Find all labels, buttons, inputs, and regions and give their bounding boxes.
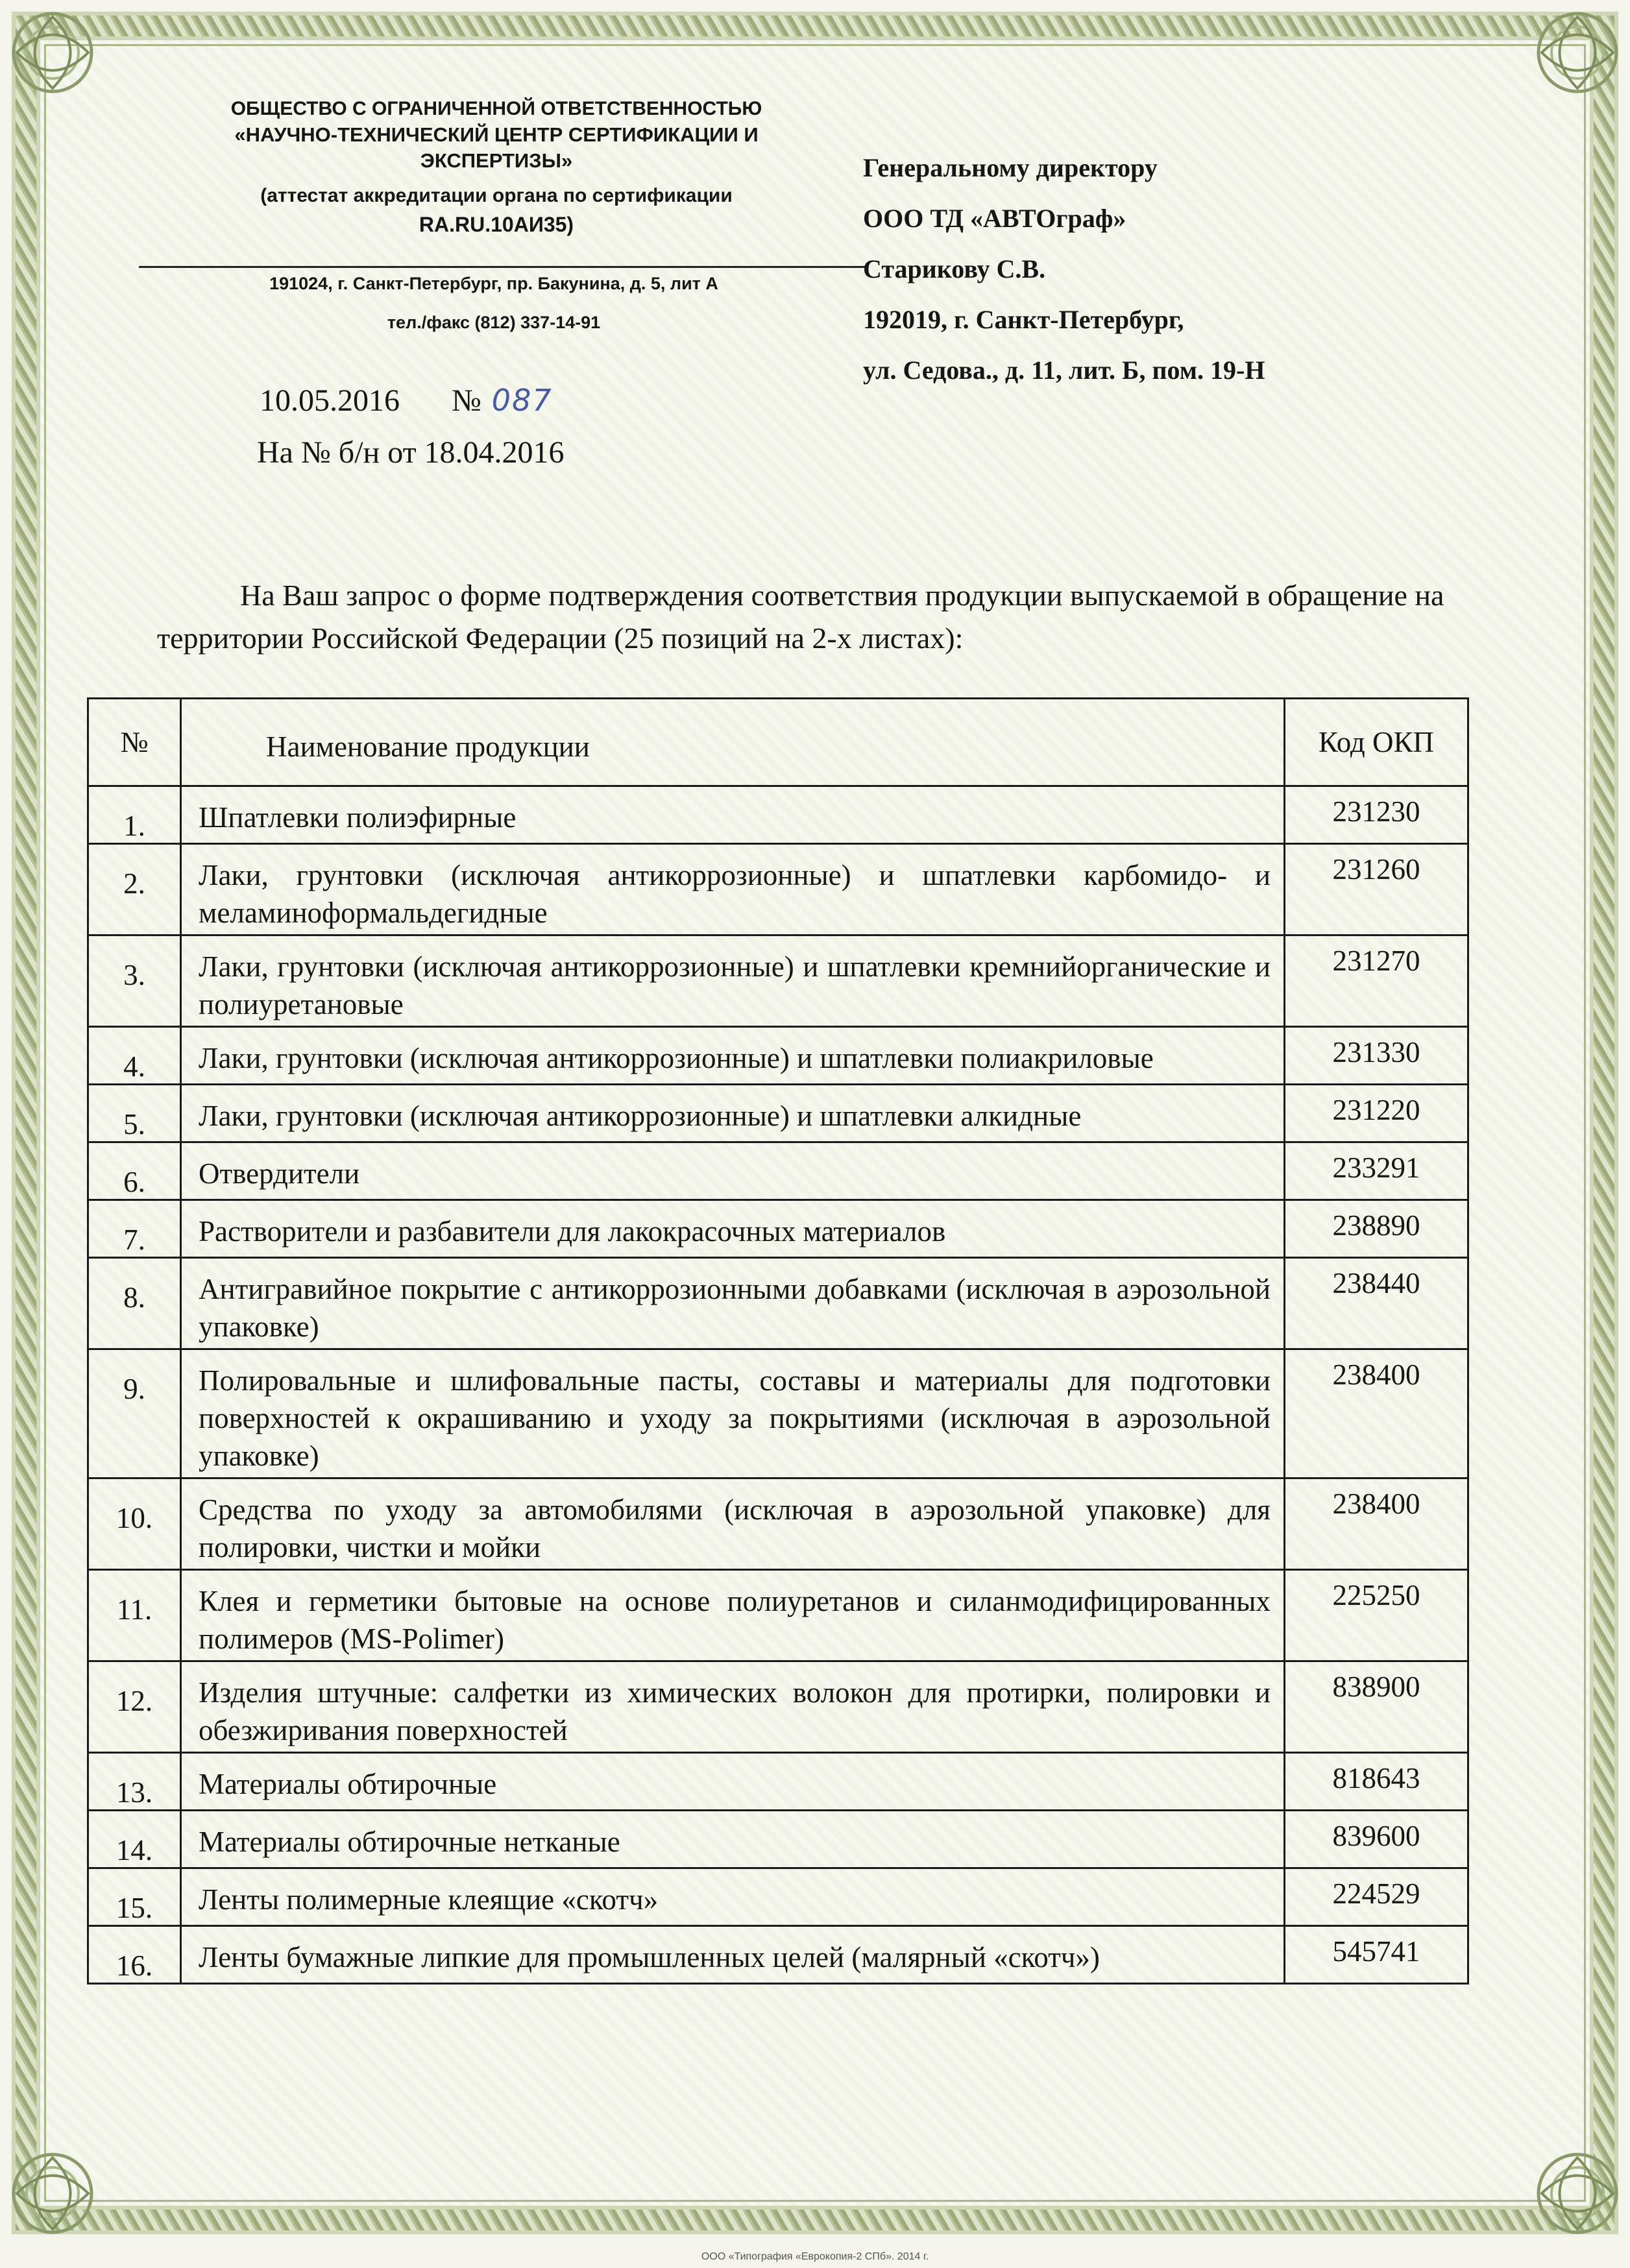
org-line: RA.RU.10АИ35): [419, 213, 574, 236]
table-row: [88, 1200, 1468, 1258]
row-num: 1.: [88, 786, 181, 844]
row-num: 13.: [88, 1753, 181, 1811]
table-row: [88, 935, 1468, 1027]
row-num: 2.: [88, 844, 181, 935]
recipient-line: ул. Седова., д. 11, лит. Б, пом. 19-Н: [863, 356, 1265, 385]
table-row: [88, 1868, 1468, 1926]
row-name: Шпатлевки полиэфирные: [181, 786, 1285, 844]
row-num: 15.: [88, 1868, 181, 1926]
registration-line: [260, 383, 553, 418]
row-num: 4.: [88, 1027, 181, 1085]
table-row: [88, 1753, 1468, 1811]
number-label: №: [452, 383, 481, 418]
row-code: 231230: [1285, 786, 1468, 844]
row-num: 10.: [88, 1478, 181, 1570]
header-num: №: [88, 699, 181, 786]
table-row: [88, 1085, 1468, 1142]
row-name: Клея и герметики бытовые на основе полиуретанов и силанмодифицированных полимеров (MS-Polimer): [181, 1570, 1285, 1661]
table-row: [88, 1570, 1468, 1661]
row-code: 838900: [1285, 1661, 1468, 1753]
recipient-block: [863, 143, 1512, 396]
letter-number-handwritten: 087: [491, 383, 553, 418]
row-name: Ленты полимерные клеящие «скотч»: [181, 1868, 1285, 1926]
organization-header: [123, 96, 870, 237]
row-code: 225250: [1285, 1570, 1468, 1661]
row-code: 233291: [1285, 1142, 1468, 1200]
row-code: 238890: [1285, 1200, 1468, 1258]
row-num: 8.: [88, 1258, 181, 1349]
org-line: (аттестат аккредитации органа по сертификации: [260, 185, 733, 206]
row-num: 5.: [88, 1085, 181, 1142]
row-name: Лаки, грунтовки (исключая антикоррозионные) и шпатлевки алкидные: [181, 1085, 1285, 1142]
table-row: [88, 844, 1468, 935]
recipient-line: ООО ТД «АВТОграф»: [863, 204, 1126, 233]
table-row: [88, 1478, 1468, 1570]
row-code: 231220: [1285, 1085, 1468, 1142]
recipient-line: 192019, г. Санкт-Петербург,: [863, 305, 1184, 334]
row-name: Отвердители: [181, 1142, 1285, 1200]
row-num: 12.: [88, 1661, 181, 1753]
row-code: 238400: [1285, 1349, 1468, 1478]
row-name: Лаки, грунтовки (исключая антикоррозионные) и шпатлевки карбомидо- и меламиноформальдегидные: [181, 844, 1285, 935]
row-num: 3.: [88, 935, 181, 1027]
org-line: ОБЩЕСТВО С ОГРАНИЧЕННОЙ ОТВЕТСТВЕННОСТЬЮ: [230, 98, 762, 119]
recipient-line: Старикову С.В.: [863, 254, 1046, 284]
row-code: 224529: [1285, 1868, 1468, 1926]
header-name: Наименование продукции: [181, 699, 1285, 786]
table-row: [88, 1926, 1468, 1984]
org-line: «НАУЧНО-ТЕХНИЧЕСКИЙ ЦЕНТР СЕРТИФИКАЦИИ И: [234, 123, 759, 146]
row-code: 818643: [1285, 1753, 1468, 1811]
reference-line: На № б/н от 18.04.2016: [257, 435, 565, 470]
recipient-line: Генеральному директору: [863, 153, 1158, 182]
row-name: Растворители и разбавители для лакокрасочных материалов: [181, 1200, 1285, 1258]
row-name: Лаки, грунтовки (исключая антикоррозионные) и шпатлевки полиакриловые: [181, 1027, 1285, 1085]
row-name: Полировальные и шлифовальные пасты, составы и материалы для подготовки поверхностей к окрашиванию и уходу за покрытиями (исключая в аэрозольной упаковке): [181, 1349, 1285, 1478]
printer-imprint: ООО «Типография «Еврокопия-2 СПб». 2014 г.: [701, 2251, 929, 2262]
org-phone: тел./факс (812) 337-14-91: [387, 313, 601, 332]
table-row: [88, 1258, 1468, 1349]
table-row: [88, 1811, 1468, 1868]
row-code: 238400: [1285, 1478, 1468, 1570]
table-body: [88, 786, 1468, 1984]
table-row: [88, 1027, 1468, 1085]
row-num: 16.: [88, 1926, 181, 1984]
row-num: 9.: [88, 1349, 181, 1478]
intro-paragraph: На Ваш запрос о форме подтверждения соответствия продукции выпускаемой в обращение на территории Российской Федерации (25 позиций на 2-х листах):: [157, 579, 1444, 655]
header-divider: [139, 266, 866, 268]
row-name: Материалы обтирочные нетканые: [181, 1811, 1285, 1868]
row-code: 231330: [1285, 1027, 1468, 1085]
row-name: Лаки, грунтовки (исключая антикоррозионные) и шпатлевки кремнийорганические и полиуретановые: [181, 935, 1285, 1027]
row-name: Средства по уходу за автомобилями (исключая в аэрозольной упаковке) для полировки, чистки и мойки: [181, 1478, 1285, 1570]
letter-page: [71, 71, 1557, 2186]
header-code: Код ОКП: [1285, 699, 1468, 786]
row-num: 7.: [88, 1200, 181, 1258]
row-code: 545741: [1285, 1926, 1468, 1984]
row-name: Изделия штучные: салфетки из химических волокон для протирки, полировки и обезжиривания поверхностей: [181, 1661, 1285, 1753]
row-num: 6.: [88, 1142, 181, 1200]
table-header-row: [88, 699, 1468, 786]
row-name: Антигравийное покрытие с антикоррозионными добавками (исключая в аэрозольной упаковке): [181, 1258, 1285, 1349]
row-num: 11.: [88, 1570, 181, 1661]
table-row: [88, 1661, 1468, 1753]
table-row: [88, 786, 1468, 844]
table-row: [88, 1142, 1468, 1200]
products-table: [87, 697, 1469, 1984]
row-name: Ленты бумажные липкие для промышленных целей (малярный «скотч»): [181, 1926, 1285, 1984]
row-name: Материалы обтирочные: [181, 1753, 1285, 1811]
row-code: 238440: [1285, 1258, 1468, 1349]
row-code: 231270: [1285, 935, 1468, 1027]
letter-date: 10.05.2016: [260, 383, 400, 418]
org-line: ЭКСПЕРТИЗЫ»: [420, 149, 573, 172]
table-row: [88, 1349, 1468, 1478]
org-address: 191024, г. Санкт-Петербург, пр. Бакунина, д. 5, лит А: [269, 274, 718, 293]
row-code: 231260: [1285, 844, 1468, 935]
row-num: 14.: [88, 1811, 181, 1868]
row-code: 839600: [1285, 1811, 1468, 1868]
